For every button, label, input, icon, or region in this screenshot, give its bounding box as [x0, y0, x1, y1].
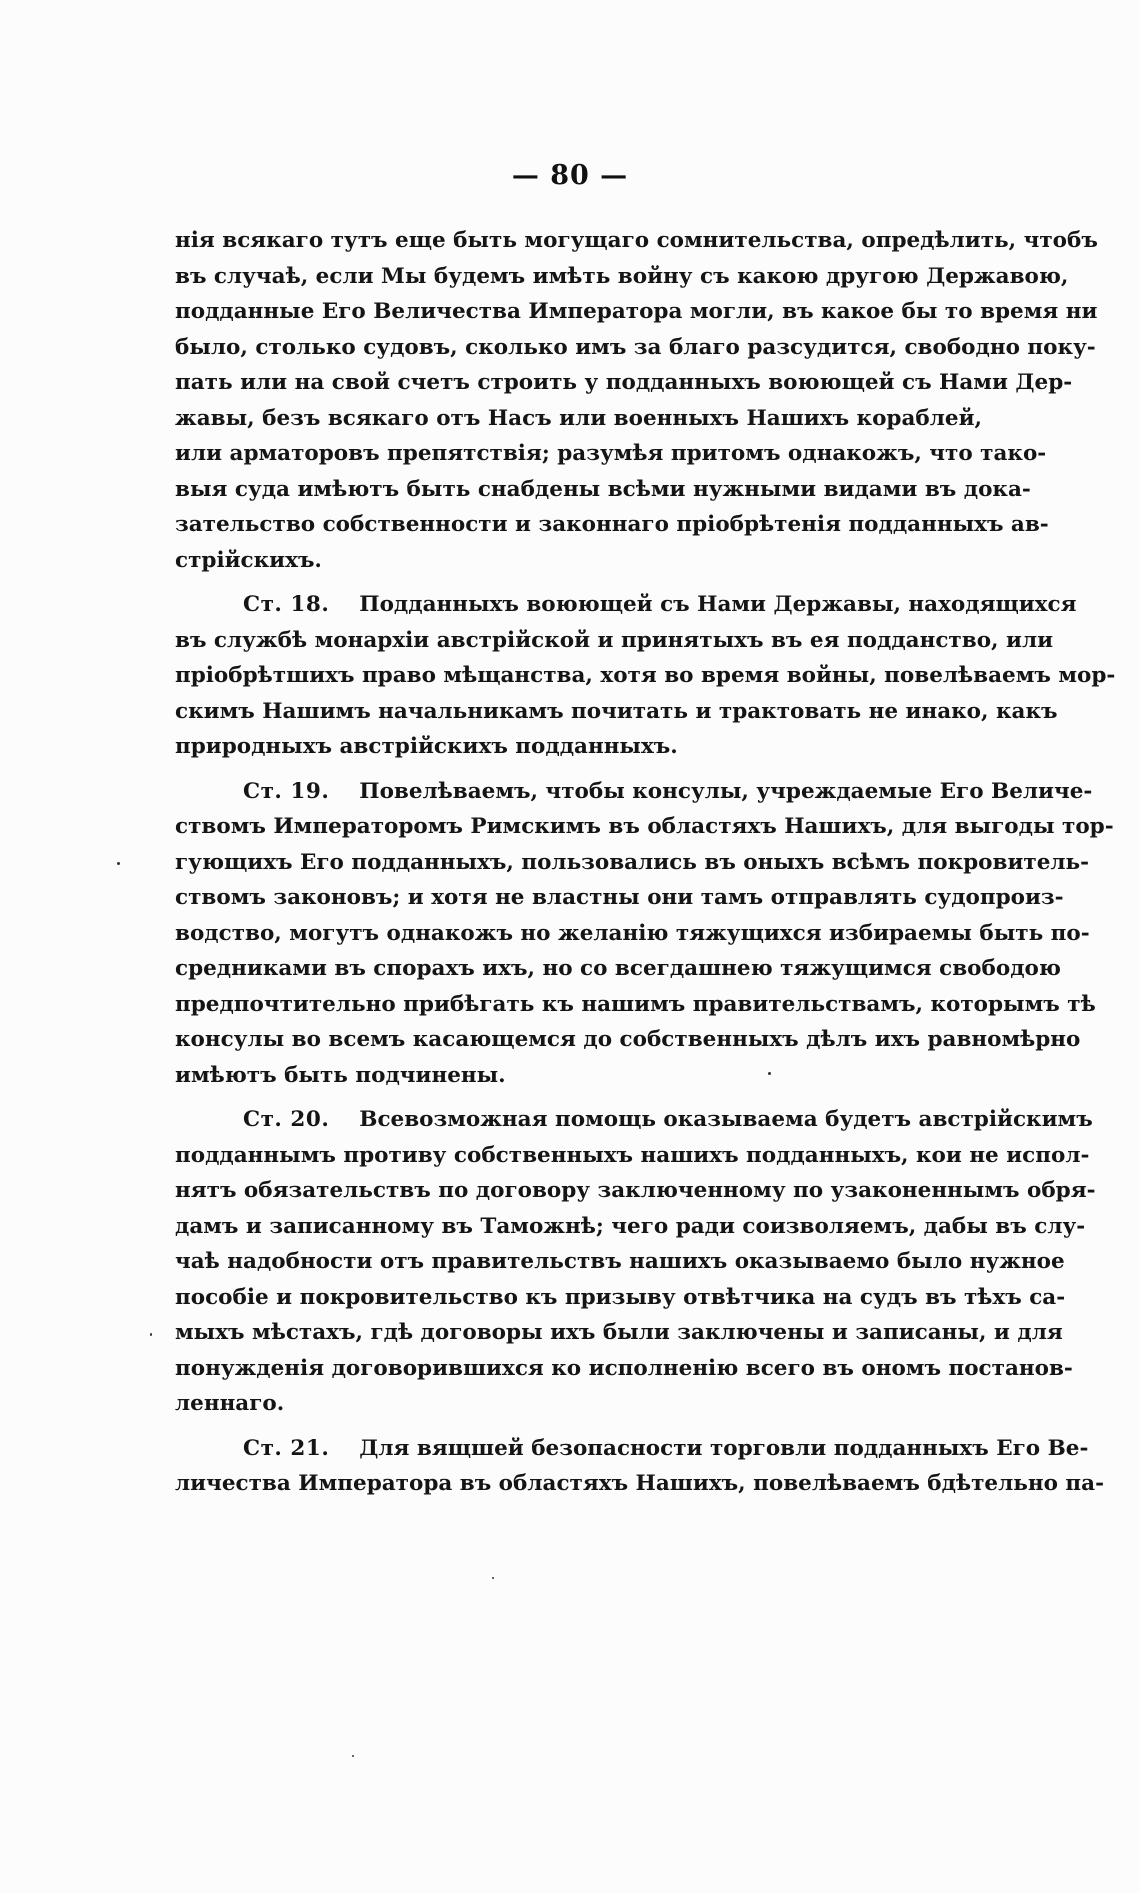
text-line: мыхъ мѣстахъ, гдѣ договоры ихъ были заключены и записаны, и для [175, 1320, 1063, 1345]
text-line: Ст. 18. Подданныхъ воюющей съ Нами Державы, находящихся [243, 592, 1077, 617]
article-21 [175, 1431, 1104, 1502]
text-line: нія всякаго тутъ еще быть могущаго сомнительства, опредѣлить, чтобъ [175, 228, 1098, 253]
article-number: Ст. 20. [243, 1107, 330, 1132]
text-line: выя суда имѣютъ быть снабдены всѣми нужными видами въ дока- [175, 476, 1031, 502]
text-line: средниками въ спорахъ ихъ, но со всегдашнею тяжущимся свободою [175, 956, 1061, 981]
text-line: имѣютъ быть подчинены. [175, 1062, 506, 1088]
text-line: консулы во всемъ касающемся до собственныхъ дѣлъ ихъ равномѣрно [175, 1027, 1081, 1052]
text-line: въ случаѣ, если Мы будемъ имѣть войну съ какою другою Державою, [175, 263, 1069, 289]
text-line: Ст. 20. Всевозможная помощь оказываема будетъ австрійскимъ [243, 1107, 1093, 1132]
text-line: предпочтительно прибѣгать къ нашимъ правительствамъ, которымъ тѣ [175, 991, 1096, 1017]
scan-speck [352, 1755, 354, 1757]
text-line: пріобрѣтшихъ право мѣщанства, хотя во время войны, повелѣваемъ мор- [175, 663, 1116, 688]
page-number: — 80 — [511, 160, 629, 191]
scan-speck [492, 1577, 494, 1579]
article-20 [175, 1102, 1096, 1422]
text-line: пать или на свой счетъ строить у подданныхъ воюющей съ Нами Дер- [175, 370, 1073, 395]
article-number: Ст. 19. [243, 778, 330, 804]
text-line: ствомъ Императоромъ Римскимъ въ областяхъ Нашихъ, для выгоды тор- [175, 814, 1114, 839]
scan-speck [768, 1072, 771, 1075]
text-line: стрійскихъ. [175, 547, 322, 573]
text-line: зательство собственности и законнаго пріобрѣтенія подданныхъ ав- [175, 512, 1049, 537]
text-line: скимъ Нашимъ начальникамъ почитать и трактовать не инако, какъ [175, 698, 1058, 724]
text-line: или арматоровъ препятствія; разумѣя притомъ однакожъ, что тако- [175, 441, 1047, 466]
text-line: понужденія договорившихся ко исполненію всего въ ономъ постанов- [175, 1355, 1073, 1381]
text-line: пособіе и покровительство къ призыву отвѣтчика на судъ въ тѣхъ са- [175, 1284, 1066, 1310]
text-line: водство, могутъ однакожъ но желанію тяжущихся избираемы быть по- [175, 920, 1090, 946]
scan-speck [150, 1333, 152, 1336]
text-line: жавы, безъ всякаго отъ Насъ или военныхъ Нашихъ кораблей, [175, 405, 982, 431]
text-line: было, столько судовъ, сколько имъ за благо разсудится, свободно поку- [175, 334, 1096, 360]
text-line: природныхъ австрійскихъ подданныхъ. [175, 734, 678, 759]
text-line: Ст. 21. Для вящшей безопасности торговли подданныхъ Его Ве- [243, 1435, 1089, 1461]
text-line: нятъ обязательствъ по договору заключенному по узаконеннымъ обря- [175, 1178, 1096, 1203]
text-line: ствомъ законовъ; и хотя не властны они тамъ отправлять судопроиз- [175, 885, 1064, 910]
article-number: Ст. 18. [243, 592, 330, 617]
article-18 [175, 587, 1116, 765]
article-number: Ст. 21. [243, 1435, 330, 1461]
paragraph-continuation [175, 223, 1098, 578]
text-line: личества Императора въ областяхъ Нашихъ, повелѣваемъ бдѣтельно па- [175, 1471, 1104, 1496]
text-line: гующихъ Его подданныхъ, пользовались въ оныхъ всѣмъ покровитель- [175, 849, 1090, 875]
scan-speck [117, 862, 120, 865]
text-line: Ст. 19. Повелѣваемъ, чтобы консулы, учреждаемые Его Величе- [243, 778, 1093, 804]
text-line: подданные Его Величества Императора могли, въ какое бы то время ни [175, 299, 1098, 324]
text-line: дамъ и записанному въ Таможнѣ; чего ради соизволяемъ, дабы въ слу- [175, 1213, 1086, 1239]
text-line: леннаго. [175, 1391, 285, 1416]
text-line: подданнымъ противу собственныхъ нашихъ подданныхъ, кои не испол- [175, 1142, 1090, 1168]
document-body [175, 223, 1116, 1502]
text-line: въ службѣ монархіи австрійской и принятыхъ въ ея подданство, или [175, 627, 1054, 653]
article-19 [175, 774, 1114, 1094]
text-line: чаѣ надобности отъ правительствъ нашихъ оказываемо было нужное [175, 1249, 1065, 1274]
